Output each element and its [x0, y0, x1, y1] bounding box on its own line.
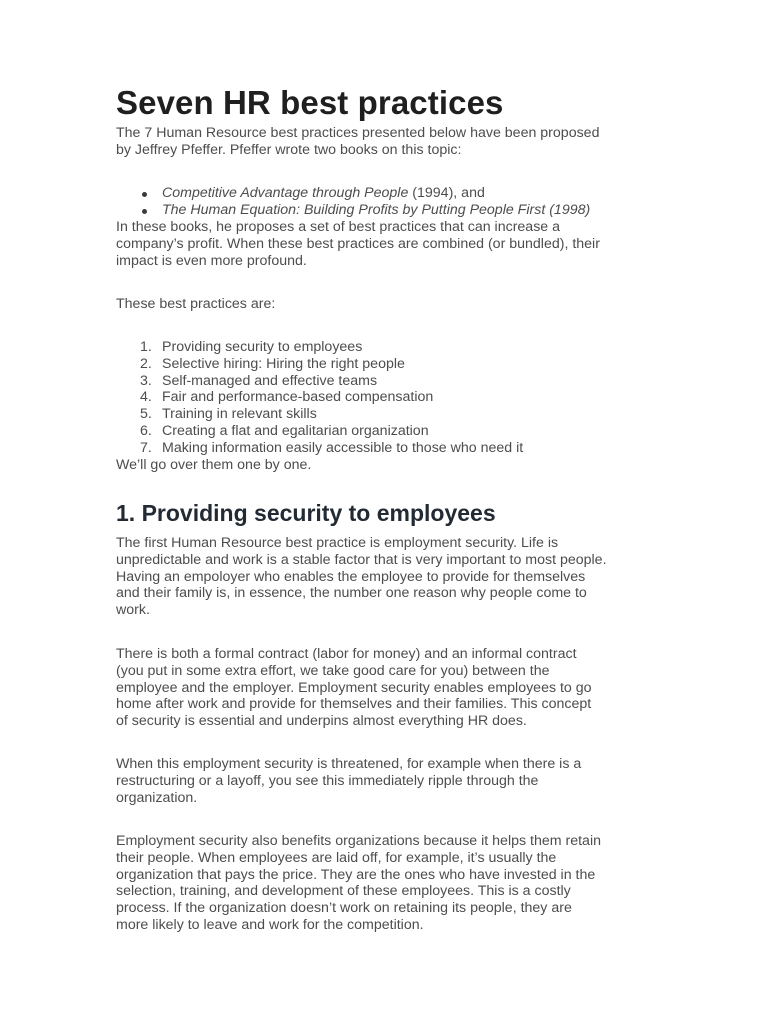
- list-text: Selective hiring: Hiring the right people: [162, 355, 405, 372]
- books-list: [116, 185, 656, 219]
- list-number: 7.: [140, 439, 152, 456]
- section1-paragraph-4: [116, 833, 656, 934]
- text-line: We’ll go over them one by one.: [116, 457, 312, 473]
- list-item: [116, 356, 656, 373]
- text-line: These best practices are:: [116, 296, 276, 312]
- list-item: [116, 339, 656, 356]
- text-line: restructuring or a layoff, you see this immediately ripple through the: [116, 772, 539, 789]
- text-line: by Jeffrey Pfeffer. Pfeffer wrote two books on this topic:: [116, 141, 462, 158]
- text-line: unpredictable and work is a stable factor that is very important to most people.: [116, 551, 607, 568]
- list-item: [116, 185, 656, 202]
- list-text: Self-managed and effective teams: [162, 372, 378, 389]
- list-number: 2.: [140, 355, 152, 372]
- list-text: Creating a flat and egalitarian organization: [162, 422, 429, 439]
- text-line: more likely to leave and work for the competition.: [116, 916, 424, 933]
- text-line: and their family is, in essence, the number one reason why people come to: [116, 585, 587, 602]
- text-line: organization.: [116, 789, 198, 806]
- text-line: their people. When employees are laid off, for example, it’s usually the: [116, 849, 557, 866]
- text-line: impact is even more profound.: [116, 252, 307, 269]
- list-number: 3.: [140, 372, 152, 389]
- list-number: 1.: [140, 339, 152, 355]
- bullet-icon: [142, 209, 147, 214]
- intro-paragraph: [116, 125, 656, 159]
- list-item: [116, 440, 656, 457]
- book-title: The Human Equation: Building Profits by Putting People First (1998): [162, 202, 591, 218]
- practices-intro: [116, 296, 656, 313]
- text-line: employee and the employer. Employment security enables employees to go: [116, 679, 592, 696]
- text-line: company’s profit. When these best practices are combined (or bundled), their: [116, 235, 600, 252]
- list-text: Training in relevant skills: [162, 406, 317, 423]
- section1-paragraph-3: [116, 756, 656, 806]
- text-line: process. If the organization doesn’t work on retaining its people, they are: [116, 900, 572, 917]
- list-number: 6.: [140, 422, 152, 439]
- text-line: There is both a formal contract (labor for money) and an informal contract: [116, 646, 577, 662]
- list-number: 4.: [140, 389, 152, 406]
- bullet-icon: [142, 192, 147, 197]
- text-line: work.: [116, 602, 150, 619]
- list-text: Providing security to employees: [162, 339, 363, 355]
- text-line: The first Human Resource best practice is employment security. Life is: [116, 535, 559, 551]
- list-item: [116, 423, 656, 440]
- list-item: [116, 406, 656, 423]
- text-line: (you put in some extra effort, we take good care for you) between the: [116, 662, 550, 679]
- list-item: [116, 389, 656, 406]
- list-text: Making information easily accessible to those who need it: [162, 439, 524, 456]
- practices-list: [116, 339, 656, 457]
- section1-paragraph-1: [116, 535, 656, 619]
- list-number: 5.: [140, 406, 152, 423]
- go-over-text: [116, 457, 656, 474]
- list-item: [116, 373, 656, 390]
- section1-paragraph-2: [116, 646, 656, 730]
- text-line: of security is essential and underpins almost everything HR does.: [116, 713, 527, 730]
- text-line: When this employment security is threatened, for example when there is a: [116, 756, 582, 772]
- list-text: Fair and performance-based compensation: [162, 389, 434, 406]
- list-item: [116, 202, 656, 219]
- book-suffix: (1994), and: [408, 185, 485, 201]
- text-line: In these books, he proposes a set of best practices that can increase a: [116, 219, 561, 235]
- book-title: Competitive Advantage through People: [162, 185, 409, 201]
- section-heading: 1. Providing security to employees: [116, 500, 496, 526]
- text-line: home after work and provide for themselves and their families. This concept: [116, 696, 592, 713]
- text-line: The 7 Human Resource best practices presented below have been proposed: [116, 125, 600, 141]
- books-paragraph: [116, 219, 656, 269]
- page-title: Seven HR best practices: [116, 84, 504, 121]
- text-line: selection, training, and development of these employees. This is a costly: [116, 883, 571, 900]
- text-line: Employment security also benefits organizations because it helps them retain: [116, 833, 601, 849]
- text-line: organization that pays the price. They are the ones who have invested in the: [116, 866, 596, 883]
- text-line: Having an empoloyer who enables the employee to provide for themselves: [116, 568, 586, 585]
